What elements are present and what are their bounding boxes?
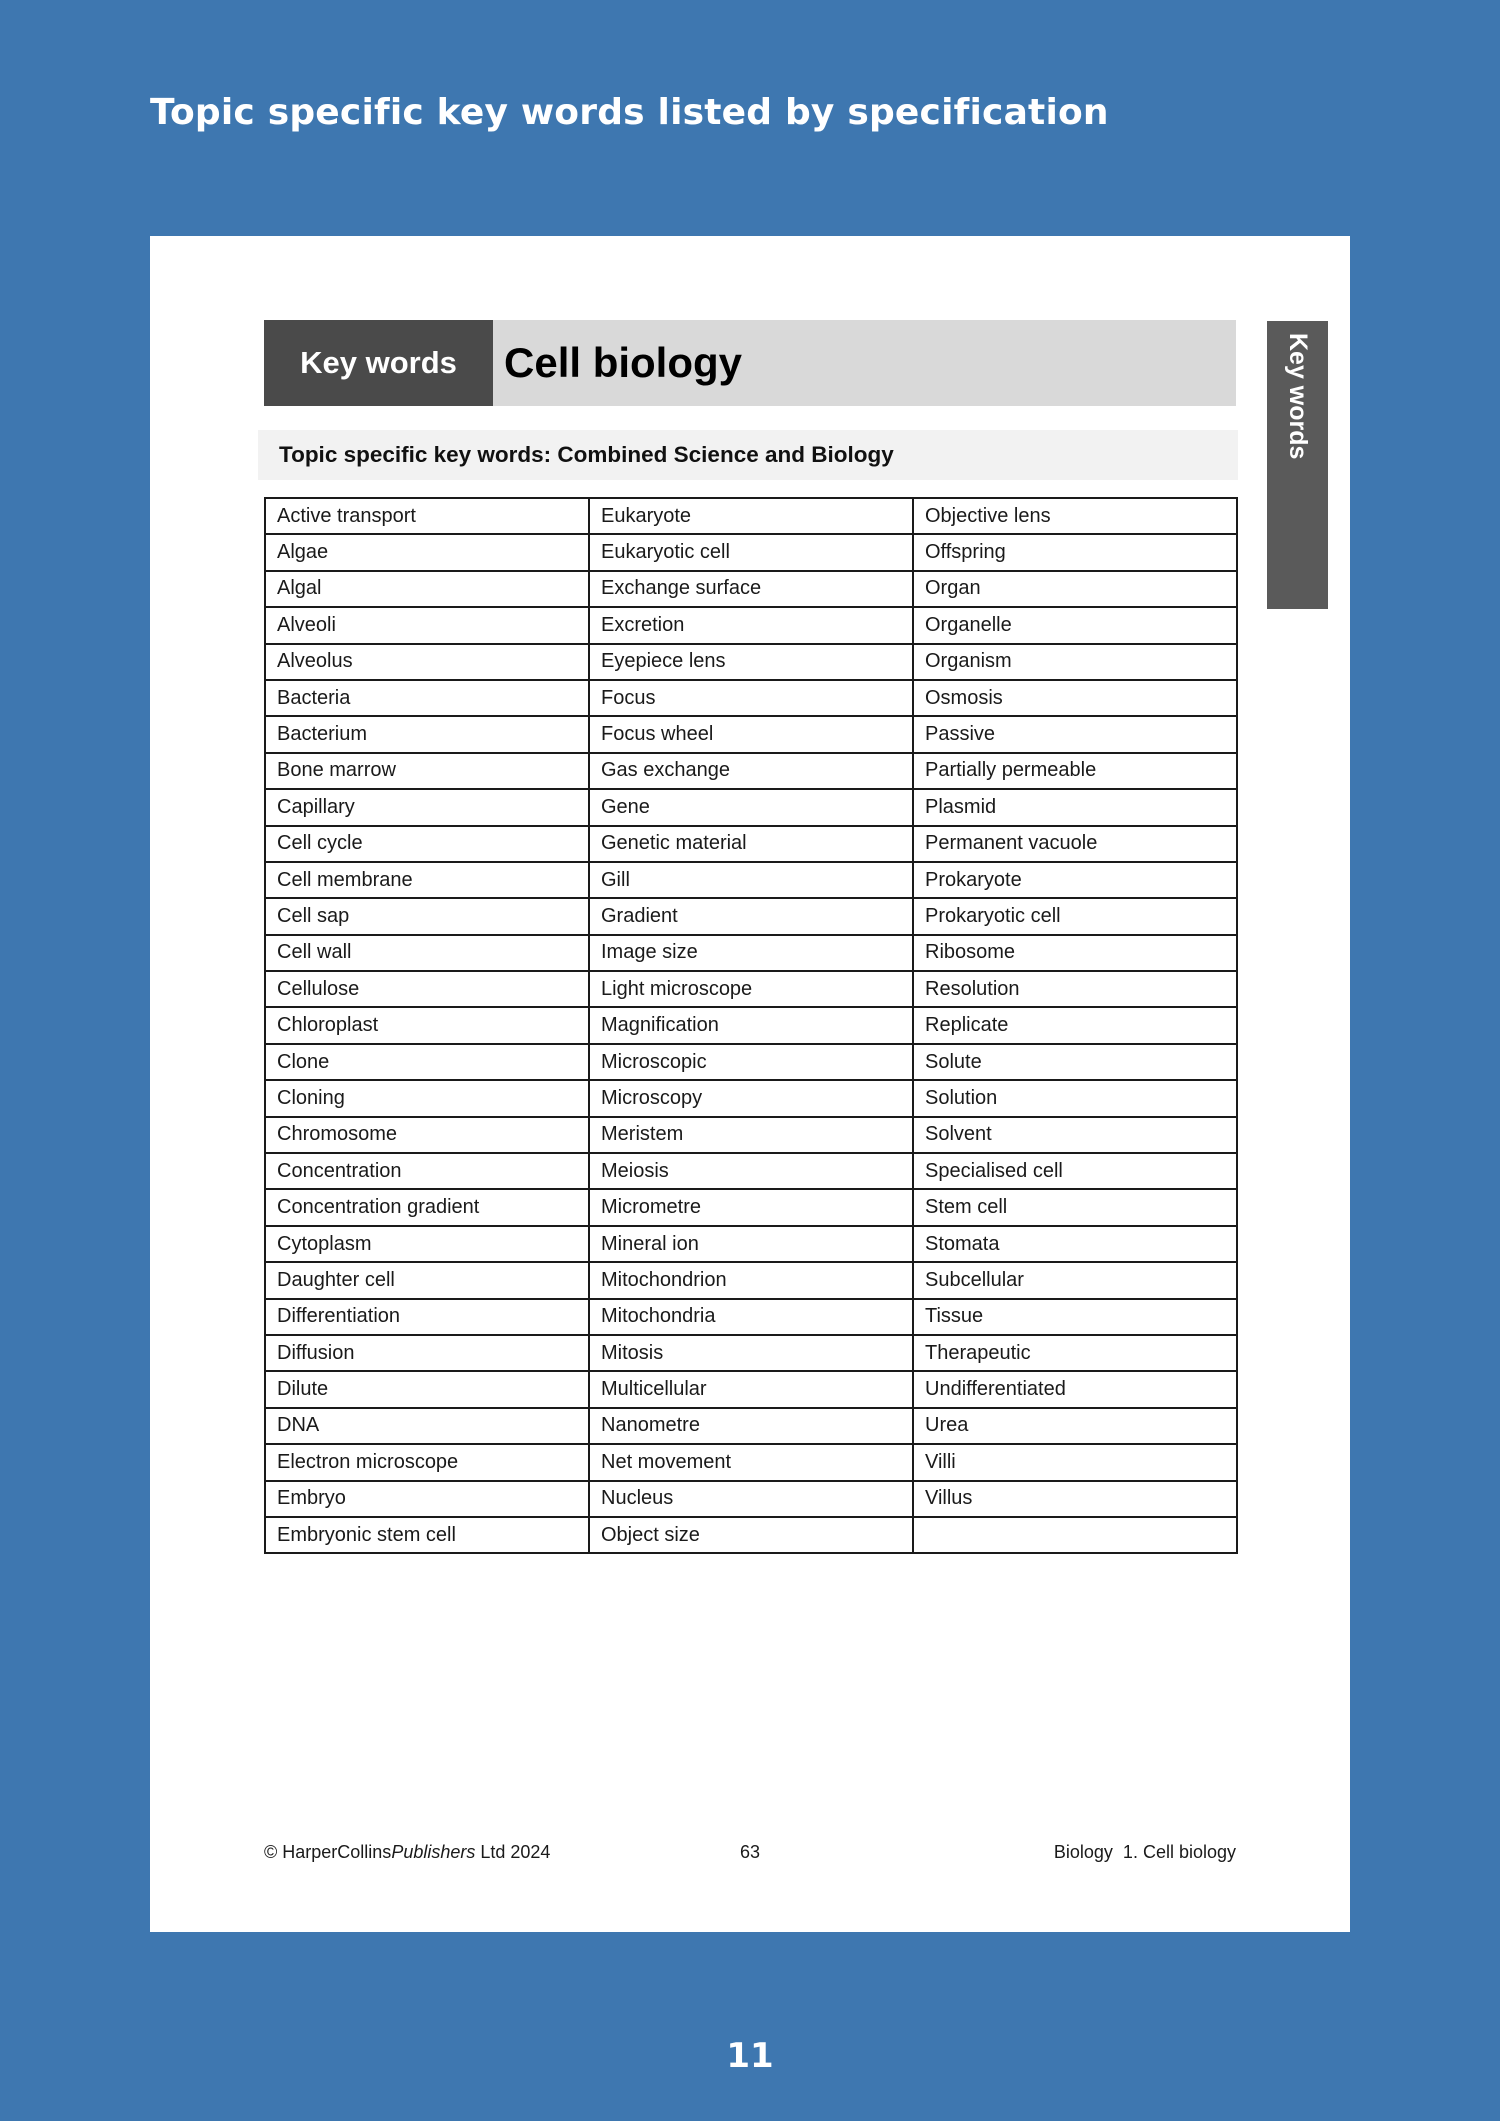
table-row xyxy=(265,1481,1237,1517)
table-row xyxy=(265,971,1237,1007)
table-cell: Cell wall xyxy=(265,935,589,971)
table-cell: Clone xyxy=(265,1044,589,1080)
table-row xyxy=(265,1444,1237,1480)
table-row xyxy=(265,1299,1237,1335)
table-cell: Bacterium xyxy=(265,716,589,752)
table-cell: Ribosome xyxy=(913,935,1237,971)
table-cell: Alveolus xyxy=(265,644,589,680)
table-cell: Organ xyxy=(913,571,1237,607)
table-cell: Plasmid xyxy=(913,789,1237,825)
table-cell: Subcellular xyxy=(913,1262,1237,1298)
table-cell: Alveoli xyxy=(265,607,589,643)
table-row xyxy=(265,1226,1237,1262)
table-cell: Nanometre xyxy=(589,1408,913,1444)
table-cell: Eukaryote xyxy=(589,498,913,534)
table-cell: Object size xyxy=(589,1517,913,1553)
table-cell: Solution xyxy=(913,1080,1237,1116)
table-row xyxy=(265,1335,1237,1371)
table-row xyxy=(265,789,1237,825)
table-cell: Image size xyxy=(589,935,913,971)
table-cell: Meristem xyxy=(589,1117,913,1153)
table-cell: Algal xyxy=(265,571,589,607)
table-cell: Solvent xyxy=(913,1117,1237,1153)
table-row xyxy=(265,935,1237,971)
table-cell: Mitochondria xyxy=(589,1299,913,1335)
copyright-suffix: Ltd 2024 xyxy=(475,1842,551,1862)
table-row xyxy=(265,1408,1237,1444)
table-row xyxy=(265,1153,1237,1189)
table-cell: Cell membrane xyxy=(265,862,589,898)
table-cell: Exchange surface xyxy=(589,571,913,607)
table-cell: Gradient xyxy=(589,898,913,934)
table-cell: Daughter cell xyxy=(265,1262,589,1298)
table-cell: Therapeutic xyxy=(913,1335,1237,1371)
table-cell: Organelle xyxy=(913,607,1237,643)
table-cell: Resolution xyxy=(913,971,1237,1007)
table-cell: Replicate xyxy=(913,1007,1237,1043)
table-cell: Specialised cell xyxy=(913,1153,1237,1189)
table-cell: Differentiation xyxy=(265,1299,589,1335)
table-cell: Concentration gradient xyxy=(265,1189,589,1225)
footer-page-number: 63 xyxy=(740,1842,761,1862)
table-cell: Objective lens xyxy=(913,498,1237,534)
table-cell: Gene xyxy=(589,789,913,825)
table-row xyxy=(265,680,1237,716)
table-cell: Mitosis xyxy=(589,1335,913,1371)
table-cell: Mitochondrion xyxy=(589,1262,913,1298)
table-row xyxy=(265,826,1237,862)
table-cell: Algae xyxy=(265,534,589,570)
table-row xyxy=(265,1262,1237,1298)
table-cell: Embryonic stem cell xyxy=(265,1517,589,1553)
side-tab xyxy=(1267,321,1328,609)
table-row xyxy=(265,571,1237,607)
header-tag: Key words xyxy=(264,320,493,406)
table-cell: Net movement xyxy=(589,1444,913,1480)
table-cell: Tissue xyxy=(913,1299,1237,1335)
table-cell: Cell cycle xyxy=(265,826,589,862)
table-cell: Gas exchange xyxy=(589,753,913,789)
header-band xyxy=(264,320,1236,406)
table-cell: Offspring xyxy=(913,534,1237,570)
table-cell: Focus wheel xyxy=(589,716,913,752)
table-cell: Embryo xyxy=(265,1481,589,1517)
table-cell: Bacteria xyxy=(265,680,589,716)
table-row xyxy=(265,1189,1237,1225)
table-cell: Passive xyxy=(913,716,1237,752)
table-cell: Prokaryotic cell xyxy=(913,898,1237,934)
footer-copyright xyxy=(264,1842,550,1863)
table-cell: Urea xyxy=(913,1408,1237,1444)
table-cell: Stomata xyxy=(913,1226,1237,1262)
table-cell: Diffusion xyxy=(265,1335,589,1371)
table-row xyxy=(265,1371,1237,1407)
table-cell: Light microscope xyxy=(589,971,913,1007)
table-cell: Undifferentiated xyxy=(913,1371,1237,1407)
table-cell: Cell sap xyxy=(265,898,589,934)
copyright-prefix: © HarperCollins xyxy=(264,1842,392,1862)
table-cell: Dilute xyxy=(265,1371,589,1407)
table-row xyxy=(265,1007,1237,1043)
table-row xyxy=(265,753,1237,789)
table-cell: Stem cell xyxy=(913,1189,1237,1225)
table-cell: Eyepiece lens xyxy=(589,644,913,680)
table-row xyxy=(265,898,1237,934)
table-cell: Chloroplast xyxy=(265,1007,589,1043)
table-cell: Multicellular xyxy=(589,1371,913,1407)
table-row xyxy=(265,1044,1237,1080)
table-cell: DNA xyxy=(265,1408,589,1444)
table-cell: Active transport xyxy=(265,498,589,534)
table-cell: Prokaryote xyxy=(913,862,1237,898)
table-row xyxy=(265,644,1237,680)
table-cell: Microscopic xyxy=(589,1044,913,1080)
table-cell: Permanent vacuole xyxy=(913,826,1237,862)
table-cell: Solute xyxy=(913,1044,1237,1080)
table-cell: Meiosis xyxy=(589,1153,913,1189)
table-cell: Cellulose xyxy=(265,971,589,1007)
document-page xyxy=(150,236,1350,1932)
header-title: Cell biology xyxy=(493,320,1236,406)
table-cell: Bone marrow xyxy=(265,753,589,789)
table-cell: Villus xyxy=(913,1481,1237,1517)
keywords-table xyxy=(264,497,1238,1554)
table-row xyxy=(265,1117,1237,1153)
table-cell: Genetic material xyxy=(589,826,913,862)
subheading: Topic specific key words: Combined Science and Biology xyxy=(258,430,1238,480)
table-cell: Concentration xyxy=(265,1153,589,1189)
table-cell: Cytoplasm xyxy=(265,1226,589,1262)
table-cell: Capillary xyxy=(265,789,589,825)
table-cell: Microscopy xyxy=(589,1080,913,1116)
table-cell: Partially permeable xyxy=(913,753,1237,789)
table-cell: Osmosis xyxy=(913,680,1237,716)
table-cell: Gill xyxy=(589,862,913,898)
table-cell: Nucleus xyxy=(589,1481,913,1517)
table-cell: Electron microscope xyxy=(265,1444,589,1480)
table-row xyxy=(265,1517,1237,1553)
table-cell: Micrometre xyxy=(589,1189,913,1225)
table-row xyxy=(265,607,1237,643)
side-tab-label: Key words xyxy=(1284,333,1312,460)
footer-section: Biology 1. Cell biology xyxy=(1053,1842,1236,1862)
slide-title: Topic specific key words listed by specification xyxy=(150,92,1109,133)
table-cell: Mineral ion xyxy=(589,1226,913,1262)
table-row xyxy=(265,716,1237,752)
table-cell: Excretion xyxy=(589,607,913,643)
slide-page-number: 11 xyxy=(726,2036,774,2076)
table-cell: Villi xyxy=(913,1444,1237,1480)
keywords-table-body xyxy=(265,498,1237,1553)
table-cell: Organism xyxy=(913,644,1237,680)
table-cell: Magnification xyxy=(589,1007,913,1043)
table-cell: Cloning xyxy=(265,1080,589,1116)
copyright-italic: Publishers xyxy=(391,1842,476,1862)
table-row xyxy=(265,862,1237,898)
table-cell xyxy=(913,1517,1237,1553)
table-cell: Chromosome xyxy=(265,1117,589,1153)
table-cell: Eukaryotic cell xyxy=(589,534,913,570)
table-row xyxy=(265,498,1237,534)
table-row xyxy=(265,1080,1237,1116)
table-cell: Focus xyxy=(589,680,913,716)
table-row xyxy=(265,534,1237,570)
